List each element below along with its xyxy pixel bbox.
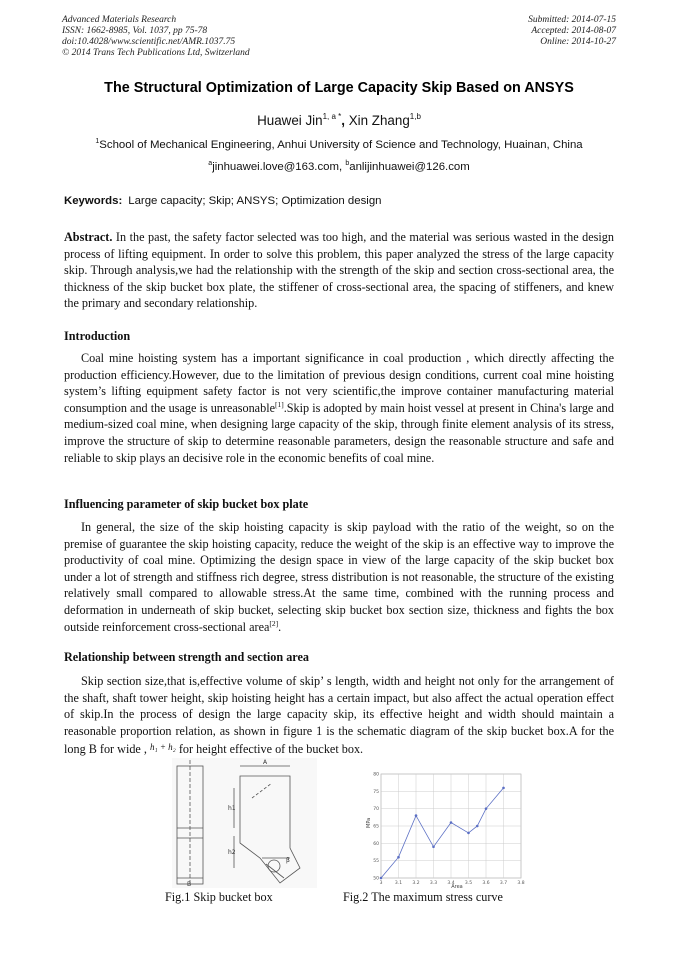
stress-data-point [502, 787, 505, 790]
y-tick-label: 50 [373, 876, 379, 882]
journal-name: Advanced Materials Research [62, 15, 177, 25]
email-superscript: a [208, 160, 213, 167]
label-B: B [187, 881, 192, 888]
stress-data-point [397, 856, 400, 859]
affiliation-text: School of Mechanical Engineering, Anhui University of Science and Technology, Huainan, China [99, 139, 583, 151]
citation-ref[interactable]: [1] [274, 399, 284, 409]
skip-bucket-box-figure [172, 758, 317, 888]
y-axis-label: MPa [366, 817, 372, 828]
y-tick-label: 75 [373, 789, 379, 795]
stress-data-point [432, 846, 435, 849]
keywords-text: Large capacity; Skip; ANSYS; Optimization design [128, 195, 382, 207]
x-tick-label: 3.5 [464, 881, 473, 886]
paper-title: The Structural Optimization of Large Capacity Skip Based on ANSYS [104, 80, 574, 96]
section-heading: Relationship between strength and section area [64, 650, 309, 664]
x-tick-label: 3.6 [482, 881, 490, 886]
email-superscript: b [345, 160, 350, 167]
paragraph-text: .Skip is adopted by main hoist vessel at present in China's large and medium-sized coal mine, when designing large capacity of the skip, through finite element analysis of its stress, improve the structure of skip to determine reasonable parameters, design the reasonable structure and safe and reliable to skip plays an decisive role in the economic benefits of coal mine. [64, 400, 614, 465]
x-tick-label: 3.8 [517, 881, 525, 886]
stress-data-point [467, 832, 470, 835]
author-separator: , [341, 113, 349, 128]
author-name: Huawei Jin [257, 113, 323, 128]
introduction-body [64, 350, 614, 466]
stress-data-point [450, 821, 453, 824]
max-stress-chart [365, 768, 530, 890]
abstract [64, 229, 614, 312]
x-tick-label: 3.4 [447, 881, 455, 886]
figure1-caption: Fig.1 Skip bucket box [165, 890, 273, 904]
online-date: Online: 2014-10-27 [540, 37, 616, 47]
label-h2: h2 [228, 849, 236, 856]
author-line [0, 112, 678, 128]
label-h1: h1 [228, 805, 236, 812]
section-heading: Influencing parameter of skip bucket box plate [64, 497, 309, 511]
x-axis-label: Area [451, 884, 463, 890]
citation-ref[interactable]: [2] [269, 618, 279, 628]
y-tick-label: 80 [373, 772, 379, 778]
journal-header-left [62, 15, 250, 59]
paragraph-text: In general, the size of the skip hoisting capacity is skip payload with the ratio of the weight, so on the premise of guarantee the skip hoisting capacity, reduce the weight of the skip is an effective way to improve the productivity of coal mine. Optimizing the design space in view of the large capacity of the skip bucket box under a lot of strength and stiffness rich degree, stress distribution is not reasonable, the structure of the existing relatively small compared to allowable stress.At the same time, combined with the running process and deformation in underneath of skip bucket, selecting skip bucket box section size, thickness and fights the box outside reinforcement cross-sectional area [64, 520, 614, 634]
stress-data-point [476, 825, 479, 828]
stress-data-point [485, 807, 488, 810]
paragraph-text: . [278, 619, 282, 634]
x-tick-label: 3.7 [499, 881, 508, 886]
x-tick-label: 3 [379, 881, 383, 886]
author-superscript: 1,b [409, 112, 421, 121]
keywords-label: Keywords: [64, 195, 123, 207]
influencing-body [64, 519, 614, 635]
x-tick-label: 3.1 [394, 881, 403, 886]
label-beta: β [286, 857, 290, 864]
y-tick-label: 70 [373, 807, 379, 813]
author-name: Xin Zhang [348, 113, 410, 128]
x-tick-label: 3.3 [429, 881, 438, 886]
affiliation [0, 138, 678, 151]
section-heading: Introduction [64, 329, 131, 343]
copyright-line: © 2014 Trans Tech Publications Ltd, Switzerland [62, 48, 250, 58]
figure2-caption: Fig.2 The maximum stress curve [343, 890, 503, 904]
accepted-date: Accepted: 2014-08-07 [531, 26, 616, 36]
abstract-label: Abstract. [64, 230, 113, 244]
figure-background [172, 758, 317, 888]
issn-line: ISSN: 1662-8985, Vol. 1037, pp 75-78 [62, 26, 208, 36]
journal-header-right [528, 15, 616, 48]
email-link[interactable]: jinhuawei.love@163.com, [212, 161, 346, 173]
author-emails [0, 160, 678, 173]
height-formula: h₁ + h₂ [149, 742, 176, 753]
relationship-body [64, 673, 614, 758]
author-superscript: 1, a * [322, 112, 342, 121]
stress-data-point [380, 877, 383, 880]
y-tick-label: 60 [373, 841, 379, 847]
paragraph-text: for height effective of the bucket box. [175, 742, 364, 757]
y-tick-label: 55 [373, 859, 379, 865]
label-A: A [263, 759, 268, 766]
affiliation-superscript: 1 [95, 138, 100, 145]
paragraph-text: Coal mine hoisting system has a important significance in coal production , which directly affecting the production efficiency.However, due to the limitation of previous design conditions, current coal mine hoisting system’s lifting equipment safety factor is not very scientific,the improve container manufacturing material consumption and the usage is unreasonable [64, 351, 614, 415]
stress-data-point [415, 814, 418, 817]
y-tick-label: 65 [373, 824, 379, 830]
paragraph-text: Skip section size,that is,effective volume of skip’ s length, width and height not only for the arrangement of the shaft, shaft tower height, skip hoisting height has a certain impact, but also affect the actual operation effect of skip.In the process of design the large capacity skip, its effective height and width should maintain a reasonable proportion relation, as shown in figure 1 is the schematic diagram of the skip bucket box.A for the long B for wide , [64, 674, 614, 757]
keywords [64, 195, 614, 207]
x-tick-label: 3.2 [412, 881, 420, 886]
email-link[interactable]: anlijinhuawei@126.com [349, 161, 470, 173]
doi-line: doi:10.4028/www.scientific.net/AMR.1037.75 [62, 37, 236, 47]
abstract-text: In the past, the safety factor selected was too high, and the material was serious wasted in the design process of lifting equipment. In order to solve this problem, this paper analyzed the stress of the large capacity skip. Through analysis,we had the relationship with the strength of the skip and section cross-sectional area, the thickness of the skip bucket box plate, the stiffener of cross-sectional area, the spacing of stiffeners, and knew the primary and secondary relationship. [64, 230, 614, 311]
submitted-date: Submitted: 2014-07-15 [528, 15, 616, 25]
